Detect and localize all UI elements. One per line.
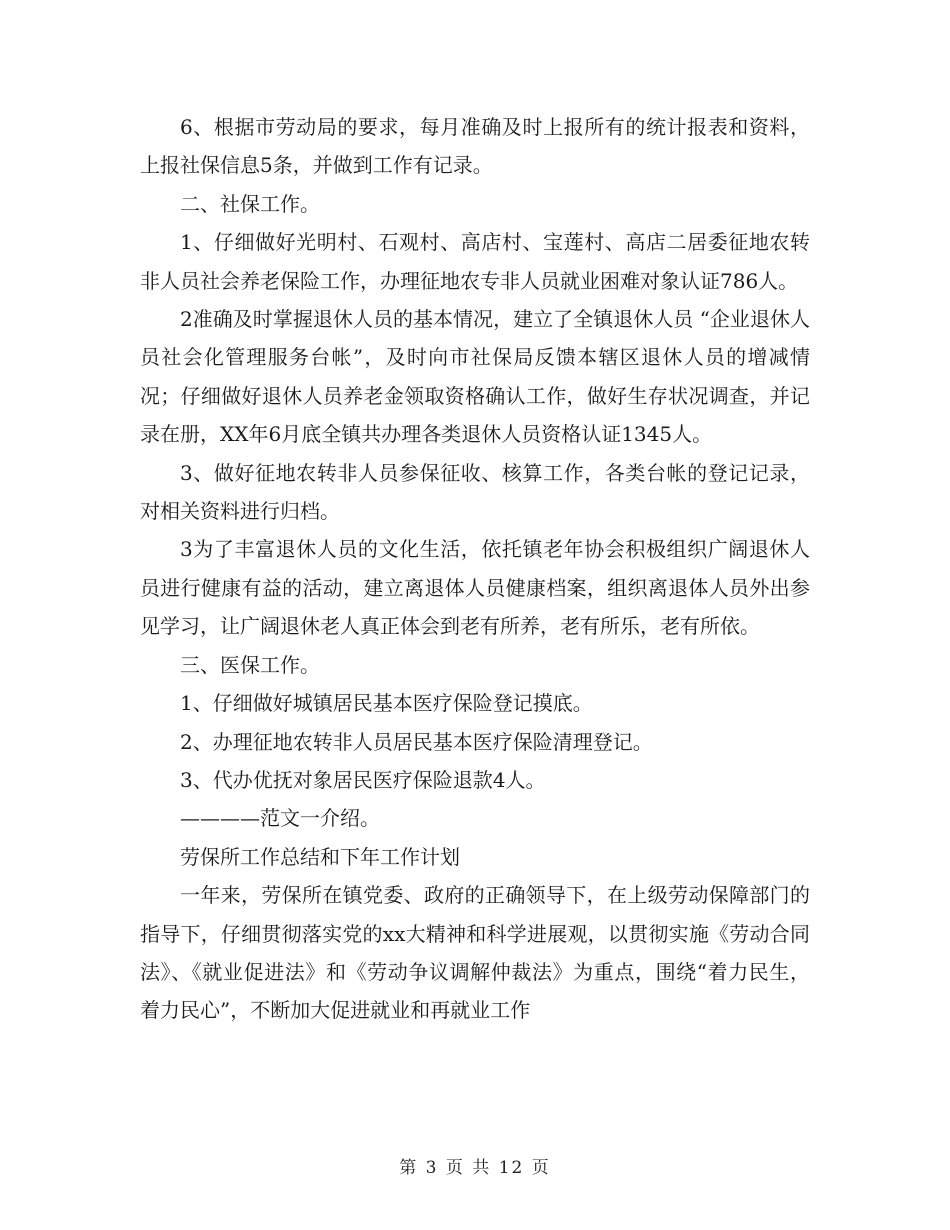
page-number-footer: 第 3 页 共 12 页 — [399, 1158, 551, 1178]
paragraph: 1、仔细做好城镇居民基本医疗保险登记摸底。 — [180, 691, 593, 716]
paragraph: 2准确及时掌握退休人员的基本情况，建立了全镇退休人员 “企业退休人员社会化管理服务台帐”，及时向市社保局反馈本辖区退休人员的增减情况；仔细做好退休人员养老金领取资格确认工作，做好生存状况调查，并记录在册，XX年6月底全镇共办理各类退休人员资格认证1345人。 — [140, 307, 810, 447]
document-body — [140, 108, 810, 1030]
paragraph: 一年来，劳保所在镇党委、政府的正确领导下，在上级劳动保障部门的指导下，仔细贯彻落实党的xx大精神和科学进展观，以贯彻实施《劳动合同法》、《就业促进法》和《劳动争议调解仲裁法》为重点，围绕“着力民生，着力民心”，不断加大促进就业和再就业工作 — [140, 883, 810, 1023]
section-heading: 三、医保工作。 — [180, 652, 320, 677]
paragraph: 2、办理征地农转非人员居民基本医疗保险清理登记。 — [180, 729, 653, 754]
paragraph: 3、做好征地农转非人员参保征收、核算工作，各类台帐的登记记录，对相关资料进行归档。 — [140, 460, 810, 524]
section-heading: 二、社保工作。 — [180, 191, 320, 216]
paragraph: ————范文一介绍。 — [180, 806, 380, 831]
document-title: 劳保所工作总结和下年工作计划 — [180, 844, 460, 869]
paragraph: 3为了丰富退休人员的文化生活，依托镇老年协会积极组织广阔退休人员进行健康有益的活动，建立离退体人员健康档案，组织离退体人员外出参见学习，让广阔退休老人真正体会到老有所养，老有所乐，老有所依。 — [140, 537, 810, 639]
paragraph: 6、根据市劳动局的要求，每月准确及时上报所有的统计报表和资料，上报社保信息5条，并做到工作有记录。 — [140, 115, 810, 178]
paragraph: 3、代办优抚对象居民医疗保险退款4人。 — [180, 767, 546, 792]
paragraph: 1、仔细做好光明村、石观村、高店村、宝莲村、高店二居委征地农转非人员社会养老保险工作，办理征地农专非人员就业困难对象认证786人。 — [140, 230, 810, 293]
